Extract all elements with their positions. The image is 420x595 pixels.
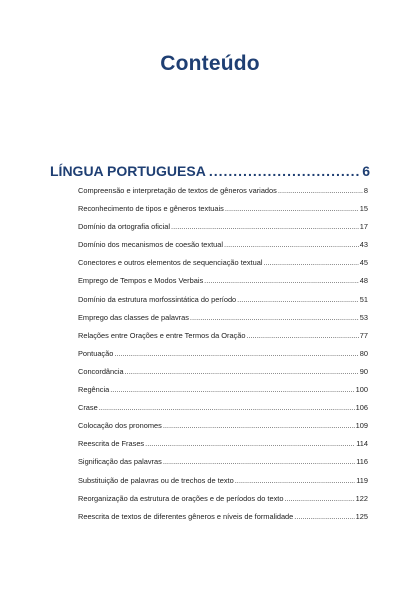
toc-entry-label: Domínio da estrutura morfossintática do período: [78, 294, 237, 304]
toc-entry[interactable]: [78, 349, 368, 367]
dot-leader: [204, 276, 359, 285]
toc-entry-page: 15: [359, 204, 368, 214]
dot-leader: [125, 367, 359, 376]
dot-leader: [237, 295, 359, 304]
toc-entry[interactable]: [78, 331, 368, 349]
toc-entry-label: Reconhecimento de tipos e gêneros textuais: [78, 204, 224, 214]
toc-entry-label: Colocação dos pronomes: [78, 421, 162, 431]
dot-leader: [163, 421, 355, 430]
toc-entry-label: Reescrita de textos de diferentes gêneros e níveis de formalidade: [78, 511, 294, 521]
toc-entry[interactable]: [78, 403, 368, 421]
toc-entry-page: 106: [355, 403, 368, 413]
toc-entry-label: Regência: [78, 385, 110, 395]
section-heading-label: LÍNGUA PORTUGUESA: [50, 163, 206, 179]
toc-entry-label: Relações entre Orações e entre Termos da Oração: [78, 330, 246, 340]
dot-leader: [294, 512, 354, 521]
toc-entry-page: 43: [359, 240, 368, 250]
dot-leader: [114, 349, 358, 358]
toc-entry-label: Pontuação: [78, 348, 114, 358]
toc-entry-label: Domínio dos mecanismos de coesão textual: [78, 240, 224, 250]
toc-entry-page: 53: [359, 312, 368, 322]
toc-entry-label: Domínio da ortografia oficial: [78, 222, 171, 232]
toc-entry-label: Reescrita de Frases: [78, 439, 145, 449]
toc-entry-label: Emprego de Tempos e Modos Verbais: [78, 276, 204, 286]
toc-entry[interactable]: [78, 276, 368, 294]
toc-entry-page: 45: [359, 258, 368, 268]
toc-entry[interactable]: [78, 494, 368, 512]
toc-entry[interactable]: [78, 476, 368, 494]
toc-entry[interactable]: [78, 222, 368, 240]
toc-entry-label: Reorganização da estrutura de orações e de períodos do texto: [78, 493, 284, 503]
dot-leader: [171, 222, 359, 231]
toc-entry-page: 90: [359, 366, 368, 376]
dot-leader: [190, 313, 359, 322]
dot-leader: [99, 403, 355, 412]
toc-entry-label: Crase: [78, 403, 98, 413]
dot-leader: [209, 163, 359, 179]
dot-leader: [110, 385, 354, 394]
toc-entry[interactable]: [78, 186, 368, 204]
toc-entry[interactable]: [78, 439, 368, 457]
toc-entry-page: 77: [359, 330, 368, 340]
toc-entry-page: 114: [356, 439, 368, 449]
toc-list: [78, 186, 368, 530]
toc-entry-label: Concordância: [78, 366, 124, 376]
dot-leader: [246, 331, 358, 340]
toc-entry[interactable]: [78, 204, 368, 222]
dot-leader: [163, 457, 355, 466]
dot-leader: [224, 240, 359, 249]
toc-section-heading[interactable]: [50, 163, 370, 179]
toc-entry-page: 51: [359, 294, 368, 304]
toc-entry[interactable]: [78, 367, 368, 385]
toc-entry-label: Substituição de palavras ou de trechos de texto: [78, 475, 234, 485]
toc-entry-page: 116: [356, 457, 368, 467]
toc-entry-page: 100: [355, 385, 368, 395]
toc-entry[interactable]: [78, 512, 368, 530]
toc-entry-page: 17: [359, 222, 368, 232]
section-heading-page: 6: [362, 163, 370, 179]
toc-entry-page: 119: [356, 475, 368, 485]
toc-entry[interactable]: [78, 240, 368, 258]
toc-entry[interactable]: [78, 385, 368, 403]
dot-leader: [225, 204, 359, 213]
toc-entry-label: Emprego das classes de palavras: [78, 312, 189, 322]
dot-leader: [263, 258, 358, 267]
dot-leader: [278, 186, 363, 195]
toc-entry-page: 8: [363, 186, 368, 195]
toc-entry[interactable]: [78, 258, 368, 276]
toc-entry-page: 80: [359, 348, 368, 358]
toc-entry-label: Significação das palavras: [78, 457, 162, 467]
toc-entry-label: Conectores e outros elementos de sequenciação textual: [78, 258, 263, 268]
toc-entry-page: 125: [355, 511, 368, 521]
toc-entry[interactable]: [78, 295, 368, 313]
dot-leader: [235, 476, 355, 485]
toc-entry-page: 48: [359, 276, 368, 286]
toc-entry-page: 122: [355, 493, 368, 503]
dot-leader: [145, 439, 355, 448]
toc-entry[interactable]: [78, 457, 368, 475]
dot-leader: [284, 494, 354, 503]
page-title: Conteúdo: [160, 52, 260, 75]
toc-entry[interactable]: [78, 313, 368, 331]
toc-entry-label: Compreensão e interpretação de textos de gêneros variados: [78, 186, 277, 195]
toc-entry-page: 109: [355, 421, 368, 431]
toc-entry[interactable]: [78, 421, 368, 439]
